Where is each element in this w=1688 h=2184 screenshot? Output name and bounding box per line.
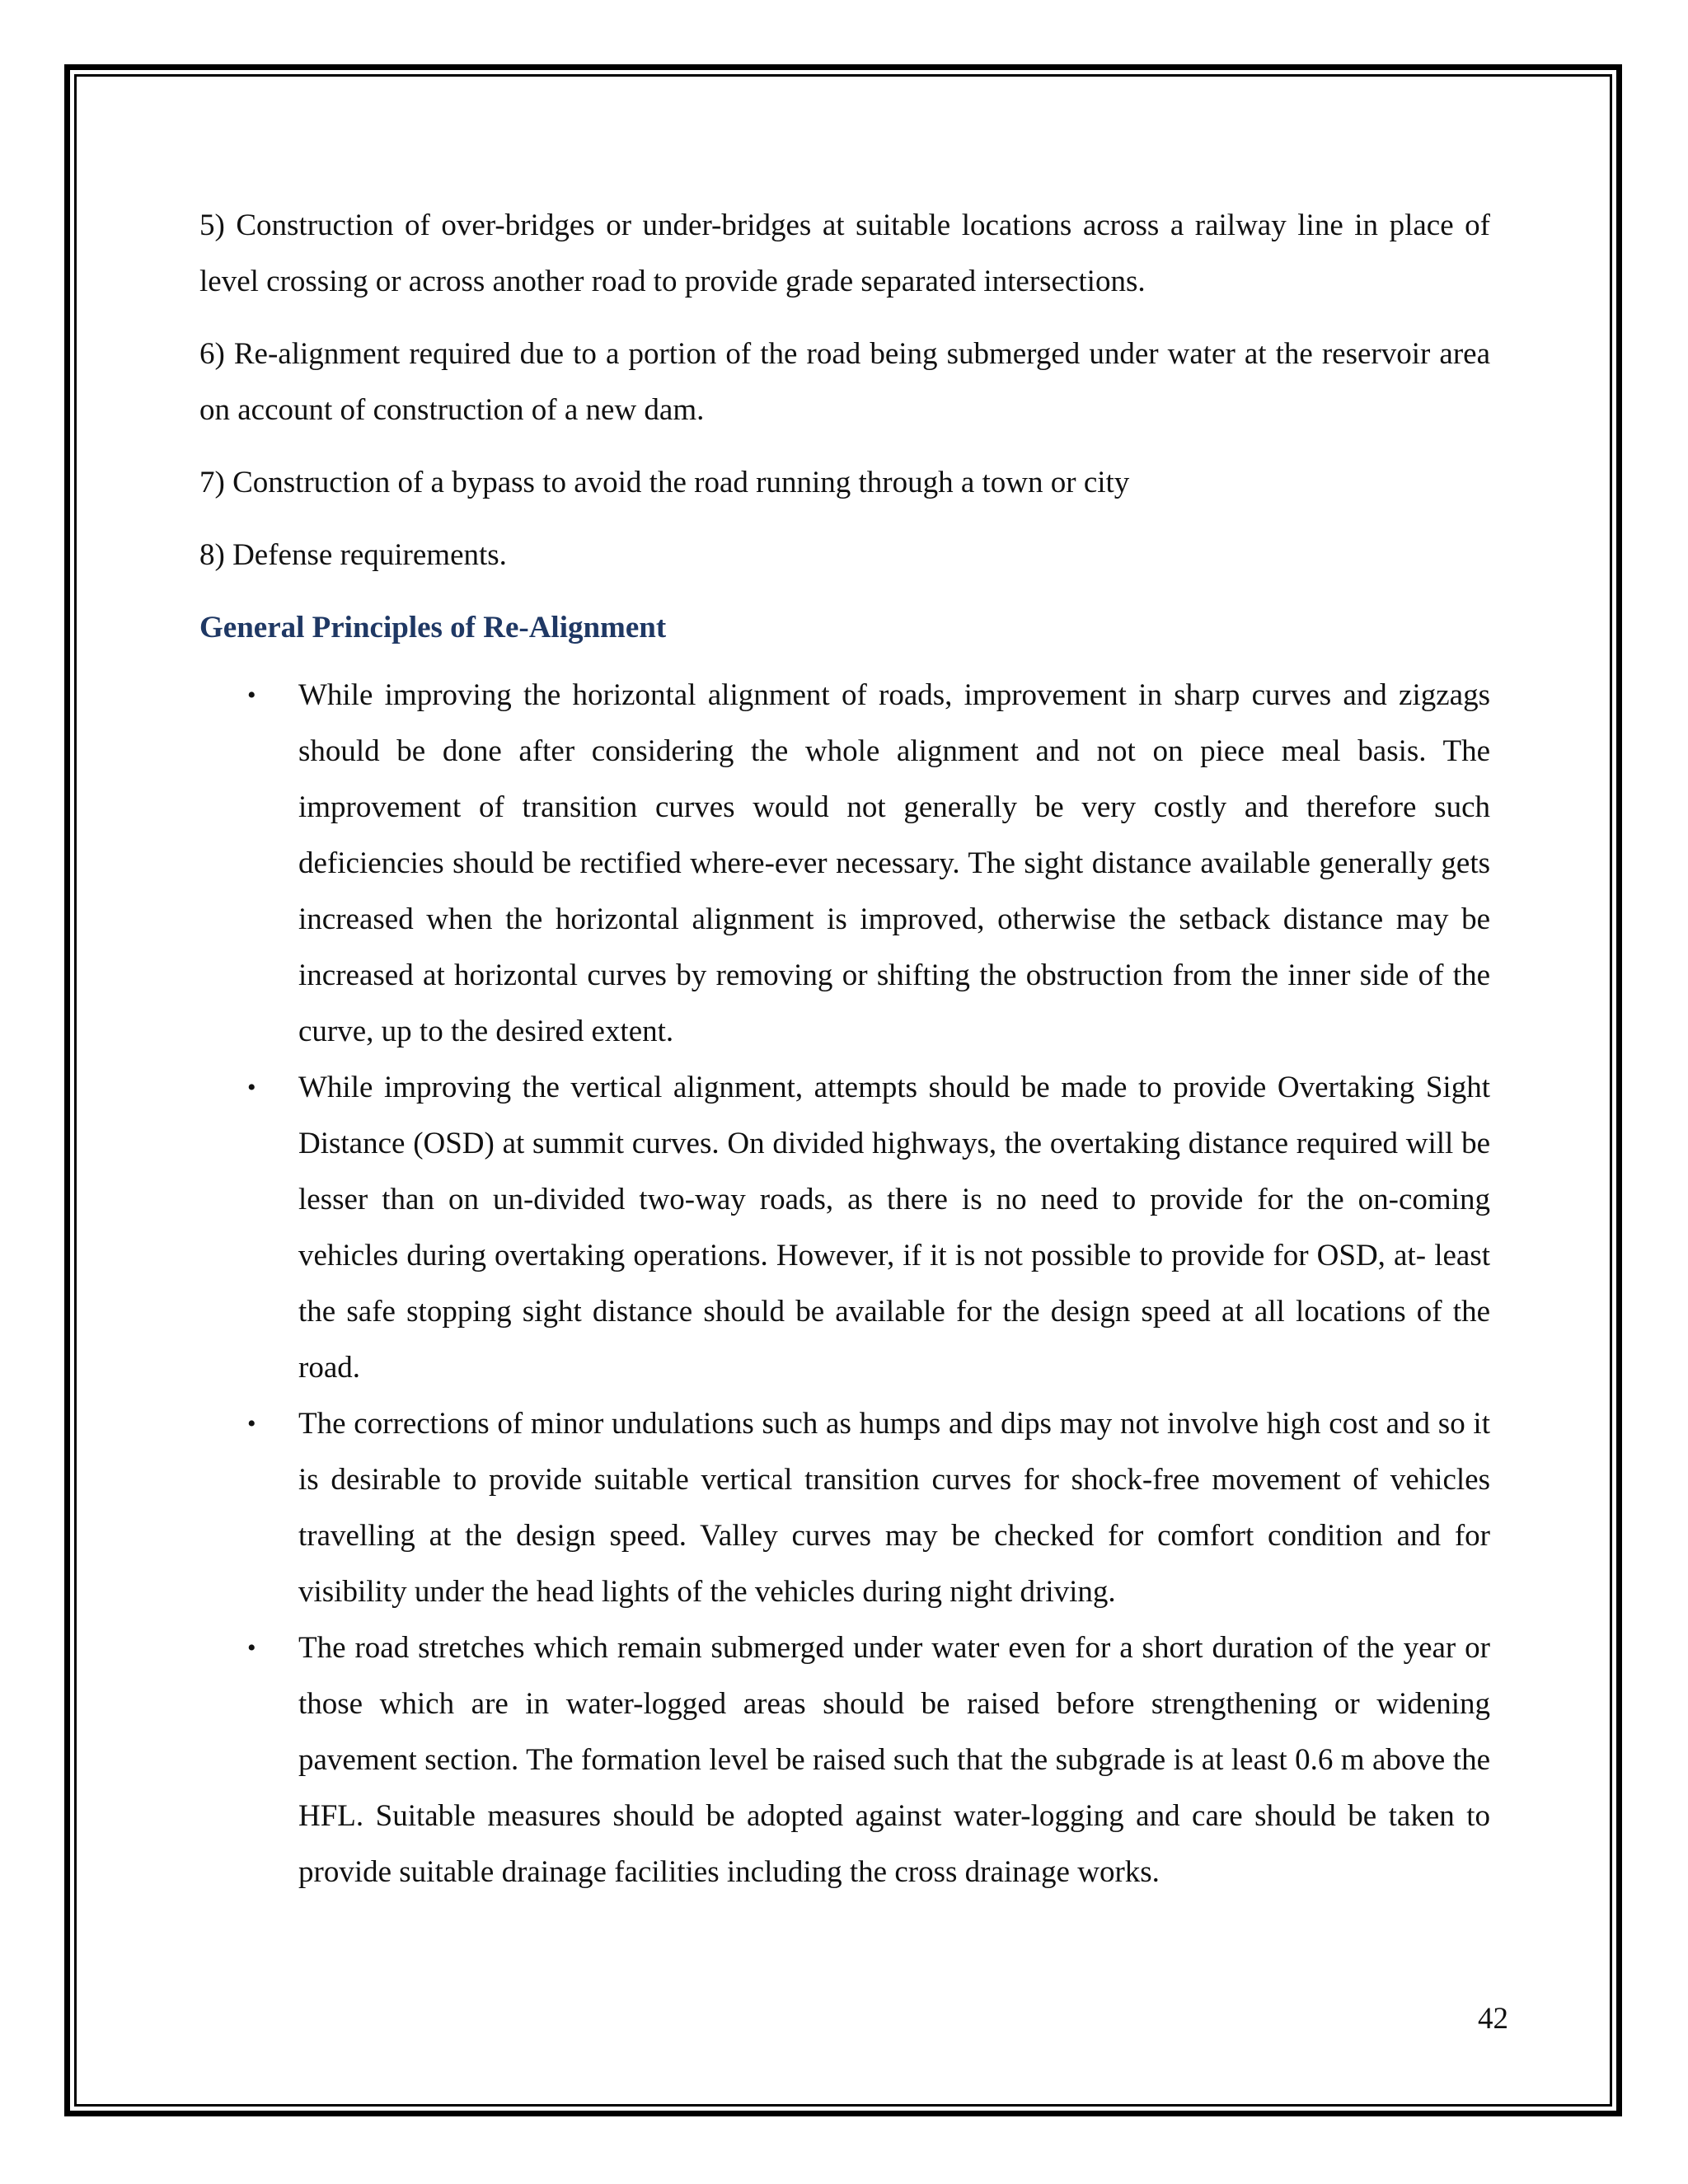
list-item-text: While improving the vertical alignment, attempts should be made to provide Overtaking Sight Distance (OSD) at summit curves. On divided highways, the overtaking distance required will be lesser than on un-divided two-way roads, as there is no need to provide for the on-coming vehicles during overtaking operations. However, if it is not possible to provide for OSD, at- least the safe stopping sight distance should be available for the design speed at all locations of the road. [298,1071,1490,1385]
list-item [199,1060,1490,1396]
paragraph-item-6: 6) Re-alignment required due to a portion of the road being submerged under water at the reservoir area on account of construction of a new dam. [199,337,1490,427]
list-item [199,1396,1490,1620]
list-item-text: While improving the horizontal alignment of roads, improvement in sharp curves and zigzags should be done after considering the whole alignment and not on piece meal basis. The improvement of transition curves would not generally be very costly and therefore such deficiencies should be rectified where-ever necessary. The sight distance available generally gets increased when the horizontal alignment is improved, otherwise the setback distance may be increased at horizontal curves by removing or shifting the obstruction from the inner side of the curve, up to the desired extent. [298,678,1490,1048]
paragraph-item-5: 5) Construction of over-bridges or under-bridges at suitable locations across a railway line in place of level crossing or across another road to provide grade separated intersections. [199,209,1490,298]
bullet-icon: • [247,1410,256,1437]
paragraph-item-7: 7) Construction of a bypass to avoid the road running through a town or city [199,466,1130,499]
principles-list [199,668,1490,1900]
paragraph-item-8: 8) Defense requirements. [199,538,507,572]
bullet-icon: • [247,1634,256,1661]
section-heading: General Principles of Re-Alignment [199,611,667,644]
bullet-icon: • [247,682,256,709]
page-content [199,198,1490,1900]
page-number: 42 [1478,2002,1508,2036]
list-item [199,668,1490,1060]
list-item [199,1620,1490,1900]
list-item-text: The road stretches which remain submerged under water even for a short duration of the year or those which are in water-logged areas should be raised before strengthening or widening pavement section. The formation level be raised such that the subgrade is at least 0.6 m above the HFL. Suitable measures should be adopted against water-logging and care should be taken to provide suitable drainage facilities including the cross drainage works. [298,1631,1490,1889]
bullet-icon: • [247,1074,256,1101]
list-item-text: The corrections of minor undulations such as humps and dips may not involve high cost and so it is desirable to provide suitable vertical transition curves for shock-free movement of vehicles travelling at the design speed. Valley curves may be checked for comfort condition and for visibility under the head lights of the vehicles during night driving. [298,1407,1490,1609]
